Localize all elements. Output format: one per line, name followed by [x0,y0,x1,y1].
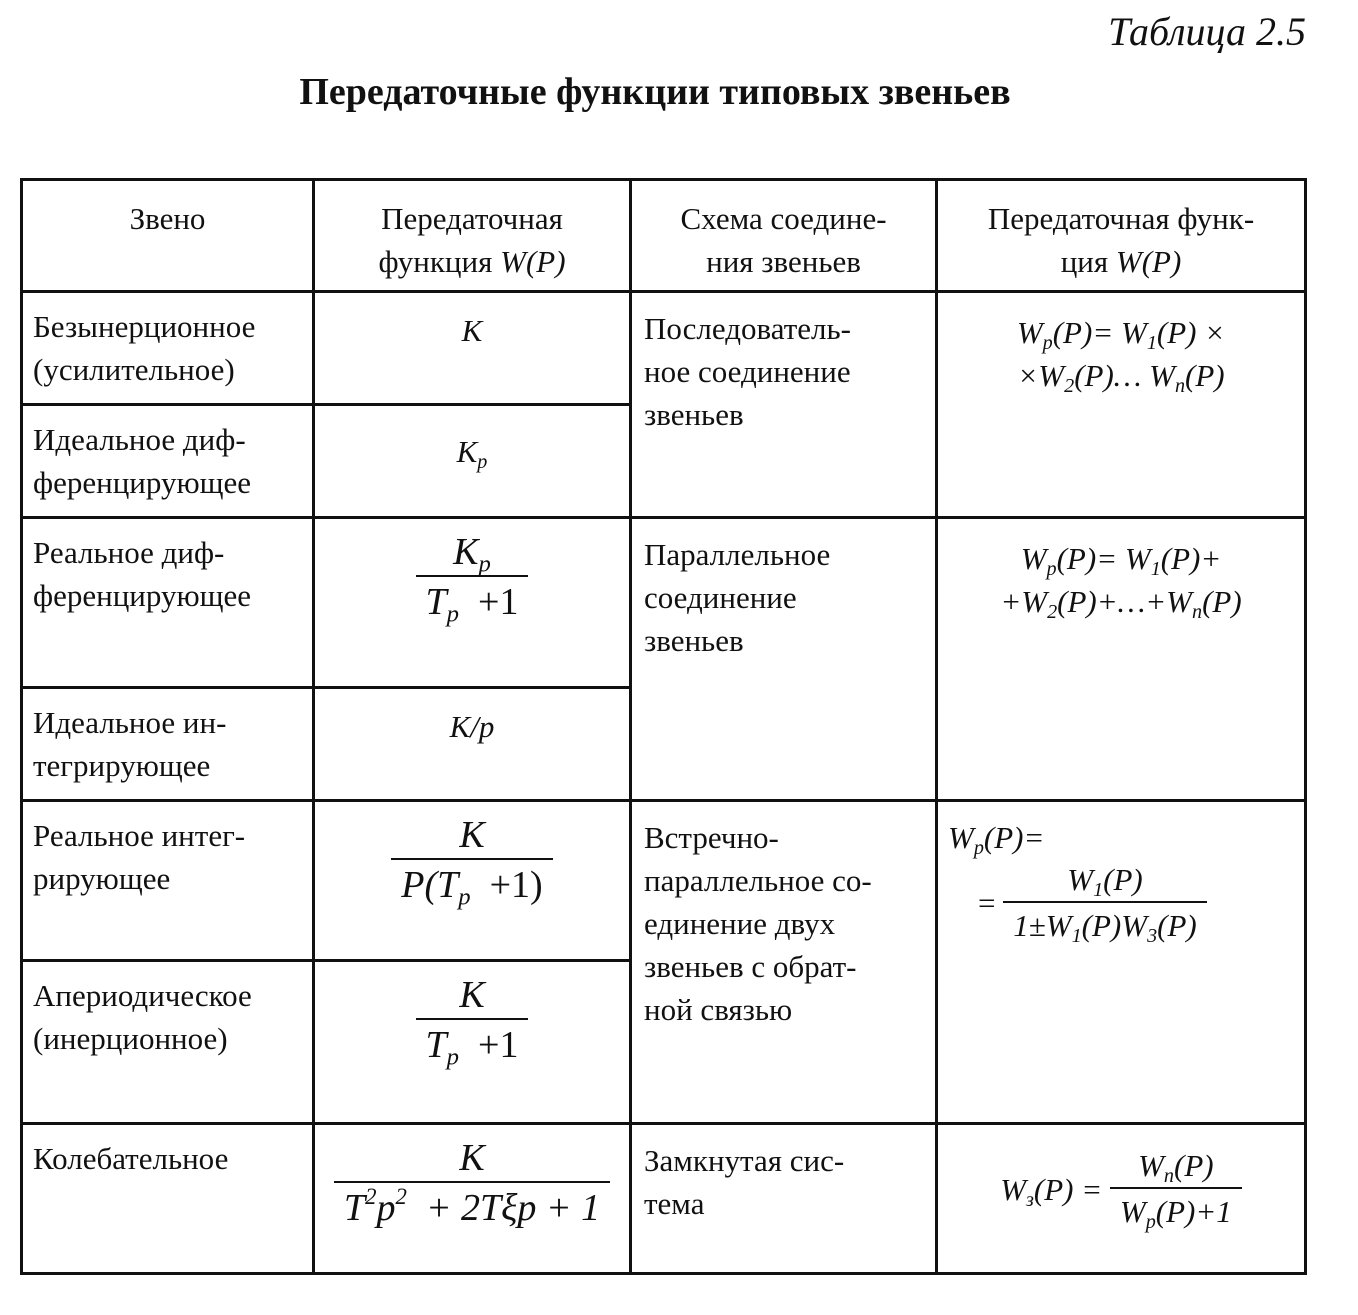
scheme-serial: Последователь- ное соединение звеньев [631,292,937,518]
table-row [22,1124,1306,1274]
table-caption: Таблица 2.5 [1108,9,1306,54]
link-transfer-function: $\frac{K}{T^2p^2 + 2T\xi p + 1}$ [314,1124,631,1274]
header-transfer-function: Передаточная функция W(P) [314,180,631,292]
scheme-closed: Замкнутая сис- тема [631,1124,937,1274]
formula-feedback: $W_p(P)=$ = $\frac{W_1(P)}{1\pm W_1(P)W_3(P)}$ [937,801,1306,1124]
link-name: Реальное интег- рирующее [22,801,314,961]
link-name: Идеальное ин- тегрирующее [22,688,314,801]
scheme-feedback: Встречно- параллельное со- единение двух звеньев с обрат- ной связью [631,801,937,1124]
table-row [22,801,1306,961]
table-title: Передаточные функции типовых звеньев [299,71,1011,113]
formula-closed: $W_з(P)$ = $\frac{W_n(P)}{W_p(P)+1}$ [937,1124,1306,1274]
link-name: Безынерционное (усилительное) [22,292,314,405]
table-row [22,292,1306,405]
header-result-function: Передаточная функ- ция W(P) [937,180,1306,292]
link-name: Реальное диф- ференцирующее [22,518,314,688]
scheme-parallel: Параллельное соединение звеньев [631,518,937,801]
header-link: Звено [22,180,314,292]
link-transfer-function: $\frac{K_p}{T_p +1}$ [314,518,631,688]
link-transfer-function: $K_p$ [314,405,631,518]
link-name: Идеальное диф- ференцирующее [22,405,314,518]
link-transfer-function: K/p [314,688,631,801]
transfer-functions-table [20,178,1307,1275]
link-transfer-function: K [314,292,631,405]
link-transfer-function: $\frac{K}{T_p +1}$ [314,961,631,1124]
link-name: Апериодическое (инерционное) [22,961,314,1124]
header-scheme: Схема соедине- ния звеньев [631,180,937,292]
formula-serial: $W_p(P)= W_1(P)$ × $\times W_2(P)\dots$ $W_n(P)$ [937,292,1306,518]
link-transfer-function: $\frac{K}{P(T_p +1)}$ [314,801,631,961]
header-row [22,180,1306,292]
link-name: Колебательное [22,1124,314,1274]
formula-parallel: $W_p(P)= W_1(P)+$ $+W_2(P)+\dots+W_n(P)$ [937,518,1306,801]
table-row [22,518,1306,688]
